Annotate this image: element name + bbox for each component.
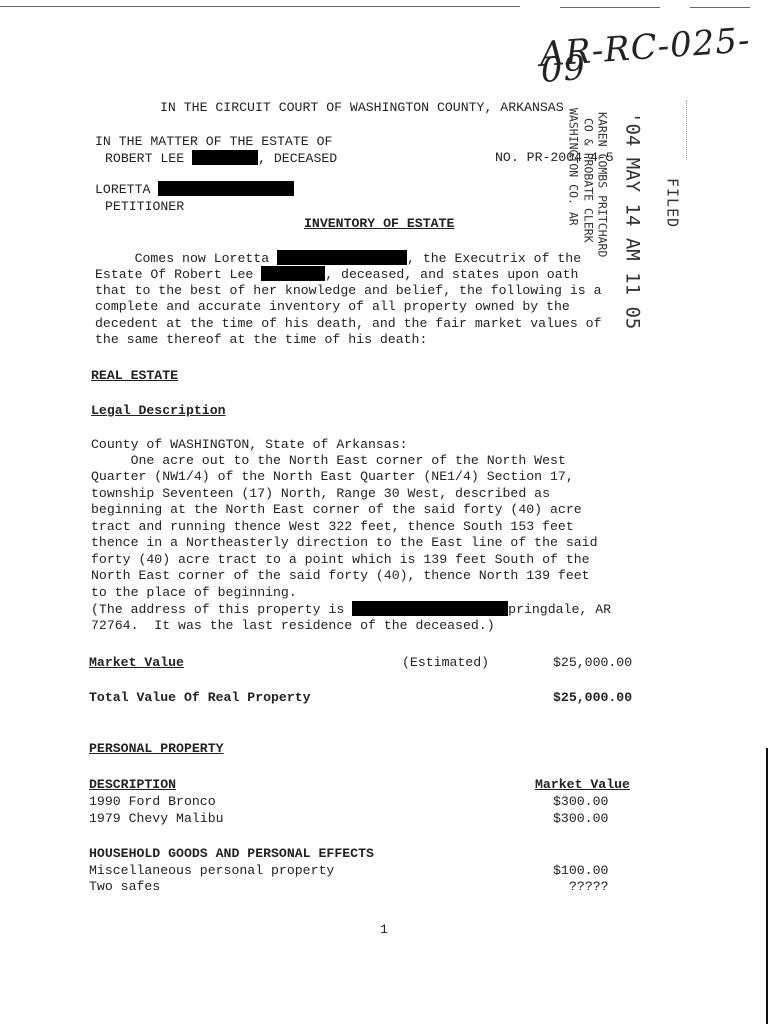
intro-text: , deceased, and states upon oath: [325, 267, 579, 282]
redaction-bar: [192, 150, 258, 165]
intro-line-1: [95, 250, 581, 267]
intro-line-3: that to the best of her knowledge and belief, the following is a: [95, 283, 602, 298]
legal-line: township Seventeen (17) North, Range 30 West, described as: [91, 486, 550, 501]
legal-line: North East corner of the said forty (40), thence North 139 feet: [91, 568, 590, 583]
petitioner-label: PETITIONER: [105, 199, 185, 214]
deceased-label: , DECEASED: [258, 151, 338, 166]
stamp-clerk-name: KAREN COMBS PRITCHARD: [595, 112, 610, 258]
case-number: NO. PR-2004-4-5: [495, 150, 614, 165]
legal-line: forty (40) acre tract to a point which is 139 feet South of the: [91, 552, 590, 567]
household-value: ?????: [569, 879, 609, 894]
total-real-property-label: Total Value Of Real Property: [89, 690, 311, 705]
handwritten-case-number: AR-RC-025-09: [538, 20, 752, 91]
scan-edge-line-2: [560, 7, 660, 8]
market-value-amount: $25,000.00: [553, 655, 633, 670]
household-item: Two safes: [89, 879, 161, 894]
legal-line: tract and running thence West 322 feet, thence South 153 feet: [91, 519, 574, 534]
margin-dots: [686, 100, 688, 160]
stamp-county: WASHINGTON CO. AR: [566, 108, 581, 226]
redaction-bar: [261, 266, 325, 281]
total-real-property-amount: $25,000.00: [553, 690, 633, 705]
address-line-2: 72764. It was the last residence of the deceased.): [91, 618, 495, 633]
legal-description-heading: Legal Description: [91, 403, 226, 418]
legal-line: County of WASHINGTON, State of Arkansas:: [91, 437, 408, 452]
legal-line: One acre out to the North East corner of the North West: [91, 453, 566, 468]
redaction-bar: [352, 601, 508, 616]
intro-text: Estate Of Robert Lee: [95, 267, 262, 282]
household-item: Miscellaneous personal property: [89, 863, 335, 878]
intro-line-5: decedent at the time of his death, and the fair market values of: [95, 316, 602, 331]
vehicle-value: $300.00: [553, 811, 609, 826]
scan-edge-line: [0, 6, 520, 7]
address-text: (The address of this property is: [91, 602, 353, 617]
stamp-filed: FILED: [663, 178, 682, 229]
redaction-bar: [277, 250, 407, 265]
household-heading: HOUSEHOLD GOODS AND PERSONAL EFFECTS: [89, 846, 374, 861]
legal-line: thence in a Northeasterly direction to the East line of the said: [91, 535, 598, 550]
intro-line-6: the same thereof at the time of his death:: [95, 332, 428, 347]
intro-line-2: [95, 266, 578, 283]
vehicle-item: 1979 Chevy Malibu: [89, 811, 224, 826]
description-column-header: DESCRIPTION: [89, 777, 177, 792]
vehicle-value: $300.00: [553, 794, 609, 809]
personal-property-heading: PERSONAL PROPERTY: [89, 741, 224, 756]
vehicle-item: 1990 Ford Bronco: [89, 794, 216, 809]
intro-text: Comes now Loretta: [95, 251, 278, 266]
stamp-clerk-title: CO & PROBATE CLERK: [581, 118, 596, 243]
court-title: IN THE CIRCUIT COURT OF WASHINGTON COUNTY, ARKANSAS: [160, 100, 564, 115]
legal-line: Quarter (NW1/4) of the North East Quarter (NE1/4) Section 17,: [91, 469, 574, 484]
scan-edge-line-3: [690, 7, 750, 8]
intro-line-4: complete and accurate inventory of all property owned by the: [95, 299, 570, 314]
legal-line: to the place of beginning.: [91, 585, 297, 600]
real-estate-heading: REAL ESTATE: [91, 368, 179, 383]
household-value: $100.00: [553, 863, 609, 878]
estimated-label: (Estimated): [402, 655, 490, 670]
market-value-column-header: Market Value: [535, 777, 630, 792]
scan-edge-bar: [766, 748, 768, 1024]
page-number: 1: [380, 922, 388, 937]
legal-line: beginning at the North East corner of the said forty (40) acre: [91, 502, 582, 517]
decedent-line: [105, 150, 337, 167]
stamp-date-time: '04 MAY 14 AM 11 05: [621, 112, 644, 330]
petitioner-name: LORETTA: [95, 182, 151, 197]
document-title: INVENTORY OF ESTATE: [304, 216, 455, 231]
matter-line: IN THE MATTER OF THE ESTATE OF: [95, 134, 333, 149]
market-value-label: Market Value: [89, 655, 184, 670]
address-line: [91, 601, 611, 618]
intro-text: , the Executrix of the: [407, 251, 582, 266]
redaction-bar: [158, 181, 294, 196]
address-text: pringdale, AR: [508, 602, 612, 617]
decedent-first-name: ROBERT LEE: [105, 151, 185, 166]
petitioner-line: [95, 181, 294, 198]
